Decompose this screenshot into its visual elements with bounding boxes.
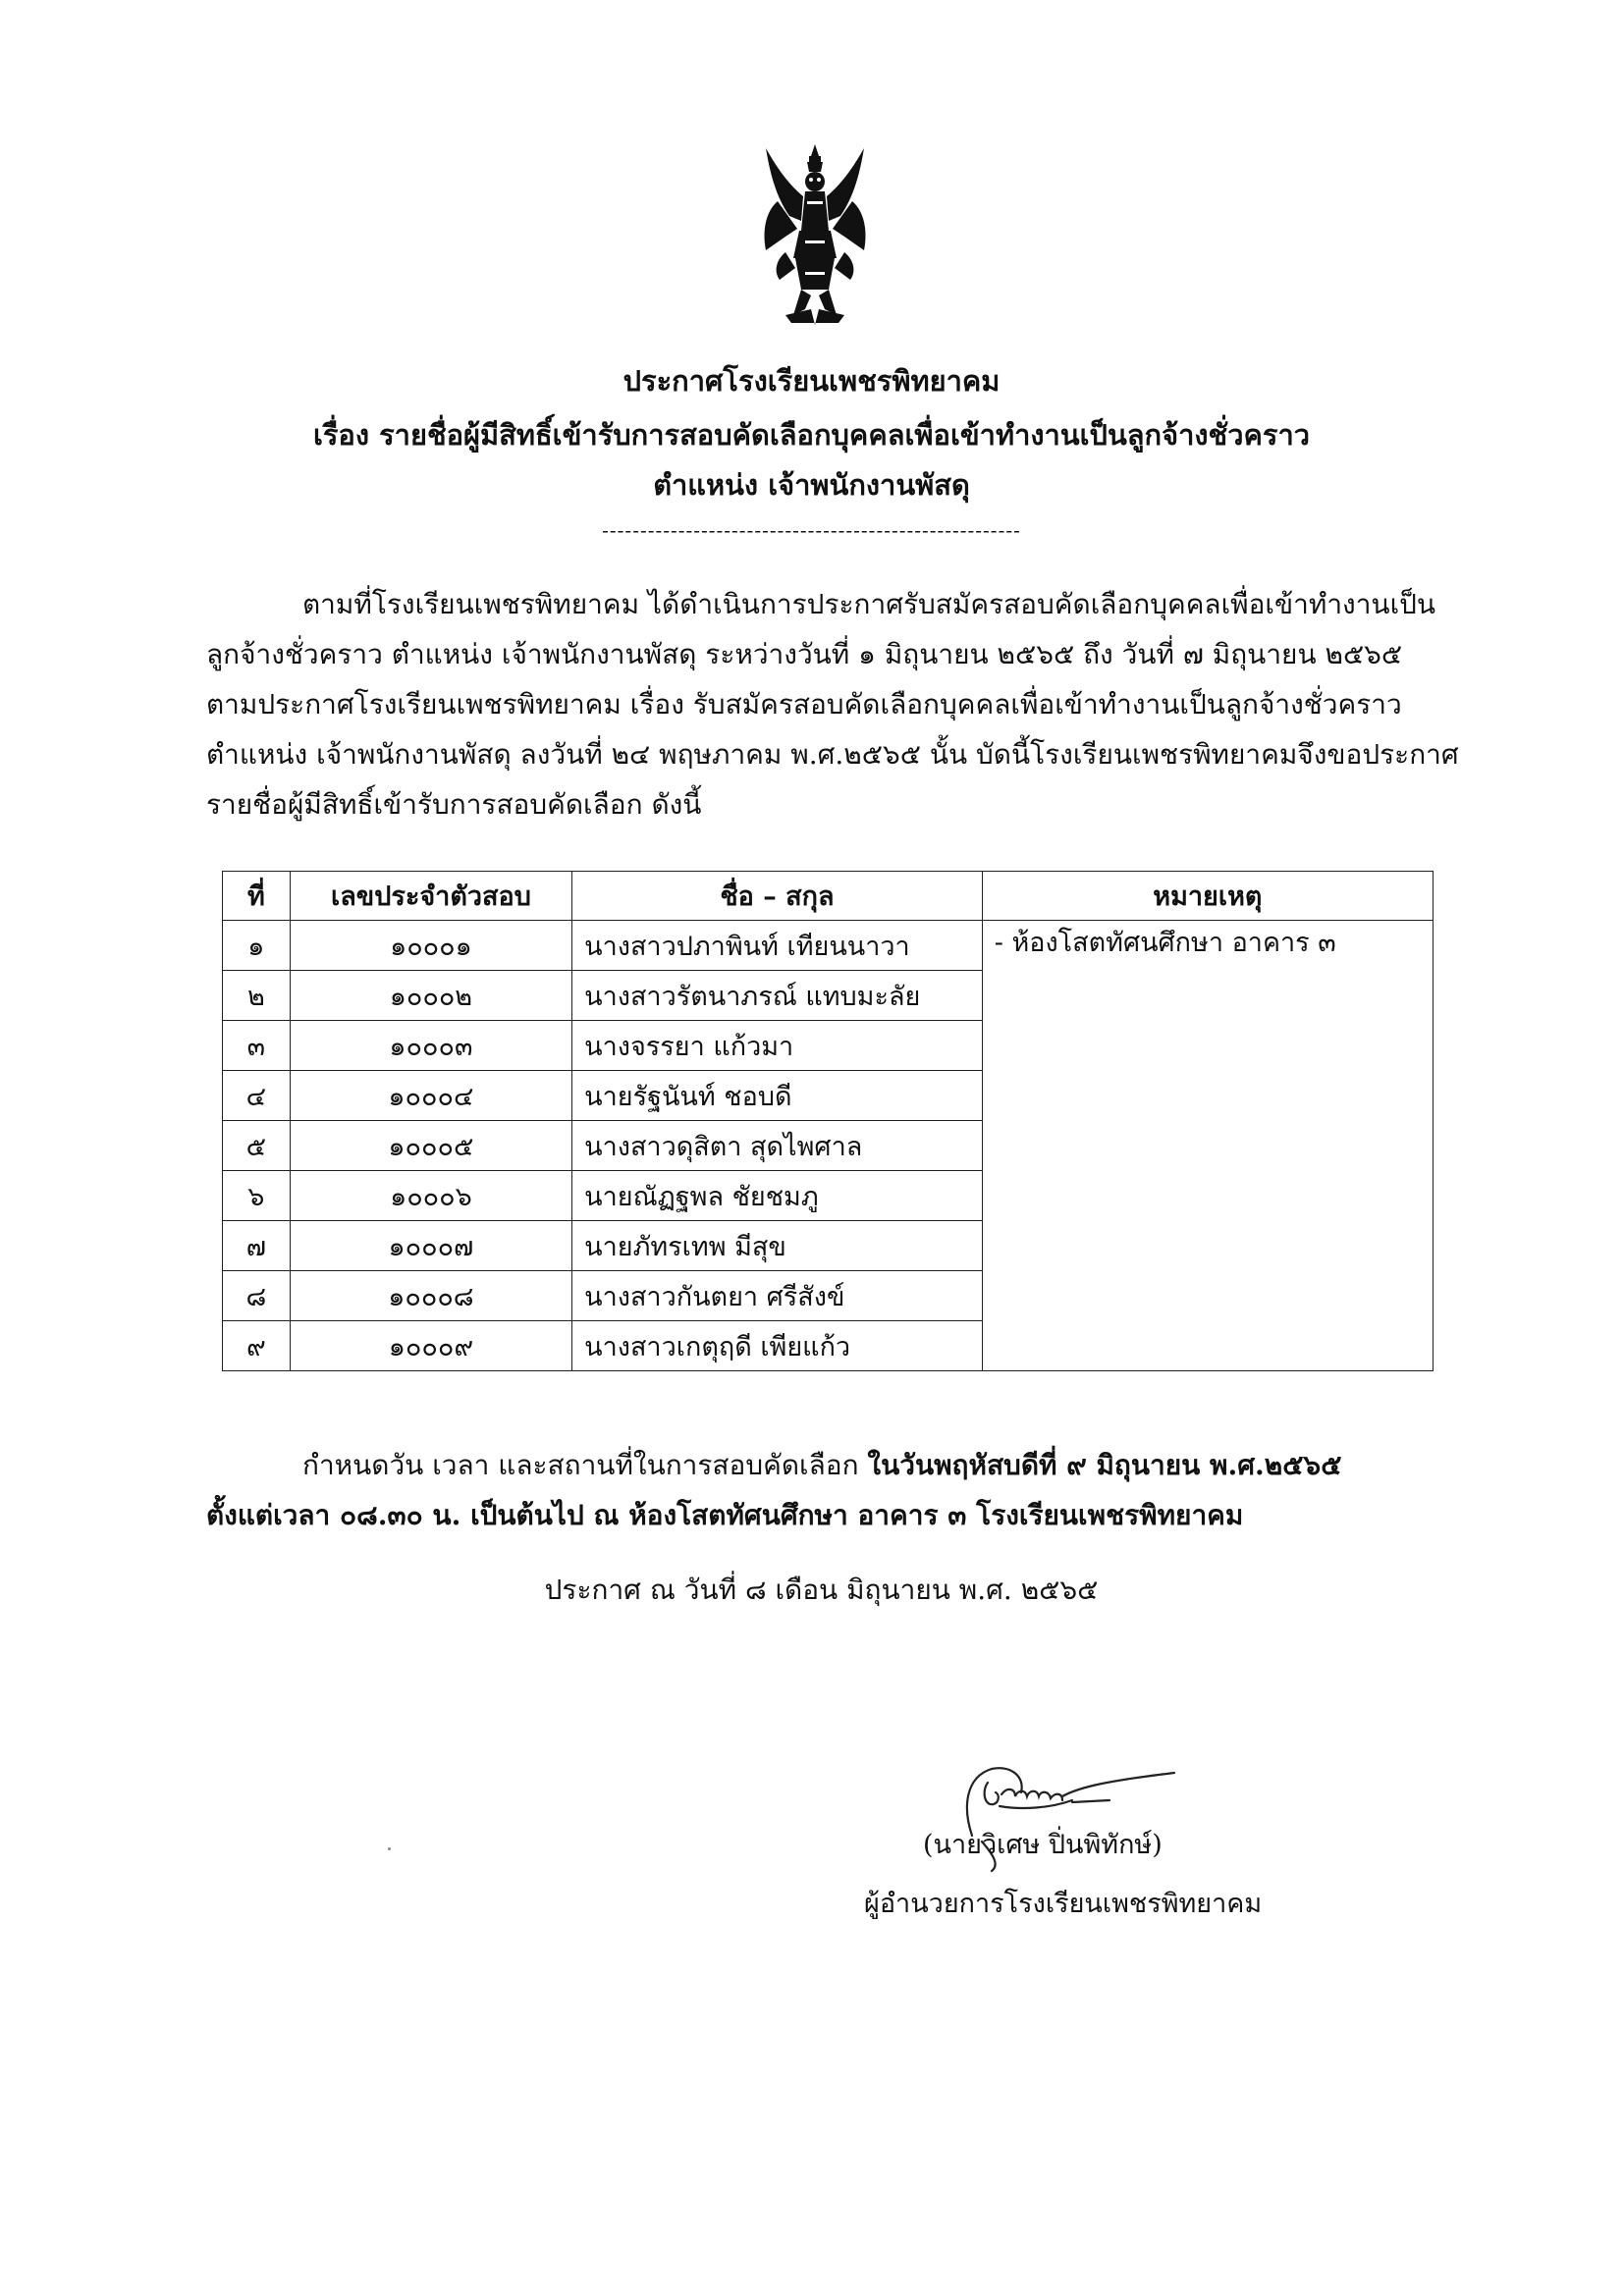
scan-speck bbox=[388, 1847, 391, 1850]
row-exam-id: ๑๐๐๐๖ bbox=[290, 1171, 571, 1221]
row-exam-id: ๑๐๐๐๙ bbox=[290, 1321, 571, 1371]
row-no: ๒ bbox=[223, 971, 291, 1021]
header-remark: หมายเหตุ bbox=[982, 872, 1433, 921]
table-row bbox=[223, 921, 1434, 971]
row-no: ๖ bbox=[223, 1171, 291, 1221]
row-name: นายภัทรเทพ มีสุข bbox=[572, 1221, 983, 1271]
table-header-row bbox=[223, 872, 1434, 921]
row-name: นางสาวกันตยา ศรีสังข์ bbox=[572, 1271, 983, 1321]
intro-line: ตามที่โรงเรียนเพชรพิทยาคม ได้ดำเนินการประกาศรับสมัครสอบคัดเลือกบุคคลเพื่อเข้าทำงานเป็น bbox=[302, 588, 1436, 620]
intro-paragraph bbox=[206, 579, 1473, 829]
signer-name: (นายวิเศษ ปิ่นพิทักษ์) bbox=[923, 1830, 1163, 1860]
intro-line: รายชื่อผู้มีสิทธิ์เข้ารับการสอบคัดเลือก ดังนี้ bbox=[206, 788, 702, 821]
row-exam-id: ๑๐๐๐๓ bbox=[290, 1021, 571, 1071]
schedule-line bbox=[206, 1440, 1473, 1490]
schedule-time-place: ตั้งแต่เวลา ๐๘.๓๐ น. เป็นต้นไป ณ ห้องโสตทัศนศึกษา อาคาร ๓ โรงเรียนเพชรพิทยาคม bbox=[206, 1499, 1244, 1531]
announcement-subject: เรื่อง รายชื่อผู้มีสิทธิ์เข้ารับการสอบคัดเลือกบุคคลเพื่อเข้าทำงานเป็นลูกจ้างชั่วคราว bbox=[312, 418, 1311, 452]
row-no: ๓ bbox=[223, 1021, 291, 1071]
row-remark: - ห้องโสตทัศนศึกษา อาคาร ๓ bbox=[982, 921, 1433, 1371]
schedule-date: ในวันพฤหัสบดีที่ ๙ มิถุนายน พ.ศ.๒๕๖๕ bbox=[867, 1449, 1342, 1481]
intro-line: ตำแหน่ง เจ้าพนักงานพัสดุ ลงวันที่ ๒๔ พฤษภาคม พ.ศ.๒๕๖๕ นั้น บัดนี้โรงเรียนเพชรพิทยาคมจึงขอประกาศ bbox=[206, 738, 1459, 771]
announcement-position: ตำแหน่ง เจ้าพนักงานพัสดุ bbox=[653, 468, 970, 502]
intro-line: ตามประกาศโรงเรียนเพชรพิทยาคม เรื่อง รับสมัครสอบคัดเลือกบุคคลเพื่อเข้าทำงานเป็นลูกจ้างชั่วคราว bbox=[206, 688, 1402, 721]
row-exam-id: ๑๐๐๐๒ bbox=[290, 971, 571, 1021]
row-no: ๘ bbox=[223, 1271, 291, 1321]
schedule-paragraph bbox=[206, 1440, 1473, 1540]
row-name: นางจรรยา แก้วมา bbox=[572, 1021, 983, 1071]
header-no: ที่ bbox=[223, 872, 291, 921]
row-name: นายรัฐนันท์ ชอบดี bbox=[572, 1071, 983, 1121]
row-exam-id: ๑๐๐๐๗ bbox=[290, 1221, 571, 1271]
row-exam-id: ๑๐๐๐๕ bbox=[290, 1121, 571, 1171]
row-exam-id: ๑๐๐๐๑ bbox=[290, 921, 571, 971]
row-exam-id: ๑๐๐๐๔ bbox=[290, 1071, 571, 1121]
divider-rule: ------------------------------------------------------- bbox=[602, 518, 1021, 542]
row-no: ๗ bbox=[223, 1221, 291, 1271]
announcement-title: ประกาศโรงเรียนเพชรพิทยาคม bbox=[622, 364, 1001, 398]
row-no: ๙ bbox=[223, 1321, 291, 1371]
row-no: ๑ bbox=[223, 921, 291, 971]
row-exam-id: ๑๐๐๐๘ bbox=[290, 1271, 571, 1321]
intro-line: ลูกจ้างชั่วคราว ตำแหน่ง เจ้าพนักงานพัสดุ ระหว่างวันที่ ๑ มิถุนายน ๒๕๖๕ ถึง วันที่ ๗ มิถุนายน ๒๕๖๕ bbox=[206, 638, 1403, 670]
row-name: นางสาวเกตุฤดี เพียแก้ว bbox=[572, 1321, 983, 1371]
row-no: ๕ bbox=[223, 1121, 291, 1171]
row-name: นางสาวรัตนาภรณ์ แทบมะลัย bbox=[572, 971, 983, 1021]
announce-date: ประกาศ ณ วันที่ ๘ เดือน มิถุนายน พ.ศ. ๒๕๖๕ bbox=[544, 1574, 1099, 1606]
signer-title: ผู้อำนวยการโรงเรียนเพชรพิทยาคม bbox=[864, 1889, 1263, 1919]
schedule-text: กำหนดวัน เวลา และสถานที่ในการสอบคัดเลือก bbox=[302, 1449, 868, 1481]
garuda-emblem-icon bbox=[756, 142, 874, 339]
header-name: ชื่อ – สกุล bbox=[572, 872, 983, 921]
row-name: นายณัฏฐพล ชัยชมภู bbox=[572, 1171, 983, 1221]
header-exam-id: เลขประจำตัวสอบ bbox=[290, 872, 571, 921]
row-name: นางสาวปภาพินท์ เทียนนาวา bbox=[572, 921, 983, 971]
row-name: นางสาวดุสิตา สุดไพศาล bbox=[572, 1121, 983, 1171]
candidates-table bbox=[222, 871, 1434, 1371]
row-no: ๔ bbox=[223, 1071, 291, 1121]
